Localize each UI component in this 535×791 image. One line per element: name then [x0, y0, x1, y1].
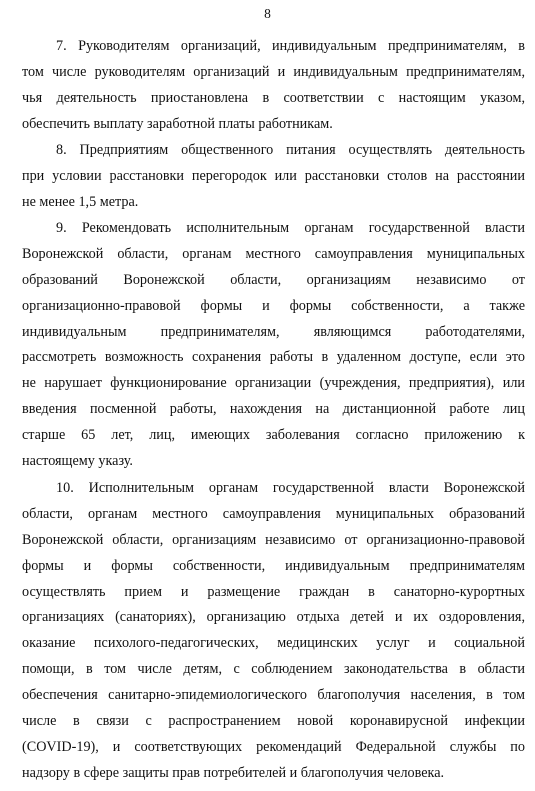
text-line: 8. Предприятиям общественного питания осуществлять деятельность: [56, 142, 525, 158]
text-line: Воронежской области, органам местного самоуправления муниципальных: [22, 245, 525, 262]
paragraph-8: [22, 138, 525, 216]
text-line: оказание психолого-педагогических, медицинских услуг и социальной: [22, 635, 525, 652]
text-line: надзору в сфере защиты прав потребителей и благополучия человека.: [22, 764, 445, 781]
text-line: старше 65 лет, лиц, имеющих заболевания согласно приложению к: [22, 427, 525, 444]
text-line: индивидуальным предпринимателям, являющимся работодателями,: [22, 323, 525, 340]
text-line: рассмотреть возможность сохранения работы в удаленном доступе, если это: [22, 349, 525, 366]
text-line: том числе руководителям организаций и индивидуальным предпринимателям,: [22, 63, 525, 80]
text-line: числе в связи с распространением новой коронавирусной инфекции: [22, 713, 525, 730]
text-line: организационно-правовой формы и формы собственности, а также: [22, 297, 525, 314]
text-line: 10. Исполнительным органам государственной власти Воронежской: [56, 480, 525, 496]
paragraph-9: [22, 216, 525, 475]
text-line: обеспечить выплату заработной платы работникам.: [22, 115, 333, 132]
paragraph-10: [22, 476, 525, 787]
text-line: введения посменной работы, нахождения на дистанционной работе лиц: [22, 401, 525, 418]
text-line: образований Воронежской области, организациям независимо от: [22, 271, 525, 288]
text-line: формы и формы собственности, индивидуальным предпринимателям: [22, 557, 525, 574]
text-line: Воронежской области, организациям независимо от организационно-правовой: [22, 531, 525, 548]
text-line: при условии расстановки перегородок или расстановки столов на расстоянии: [22, 167, 525, 184]
text-line: не менее 1,5 метра.: [22, 193, 139, 210]
text-line: 9. Рекомендовать исполнительным органам государственной власти: [56, 220, 525, 236]
text-line: чья деятельность приостановлена в соответствии с настоящим указом,: [22, 89, 525, 106]
text-line: (COVID-19), и соответствующих рекомендаций Федеральной службы по: [22, 738, 525, 755]
text-line: не нарушает функционирование организации (учреждения, предприятия), или: [22, 375, 525, 392]
text-line: настоящему указу.: [22, 453, 133, 470]
text-line: 7. Руководителям организаций, индивидуальным предпринимателям, в: [56, 38, 525, 54]
text-line: организациях (санаториях), организацию отдыха детей и их оздоровления,: [22, 609, 525, 626]
text-line: области, органам местного самоуправления муниципальных образований: [22, 505, 525, 522]
text-line: осуществлять прием и размещение граждан в санаторно-курортных: [22, 583, 525, 600]
paragraph-7: [22, 34, 525, 138]
page-number: 8: [264, 6, 271, 21]
text-line: помощи, в том числе детям, с соблюдением законодательства в области: [22, 661, 525, 678]
text-line: обеспечения санитарно-эпидемиологического благополучия населения, в том: [22, 687, 525, 704]
